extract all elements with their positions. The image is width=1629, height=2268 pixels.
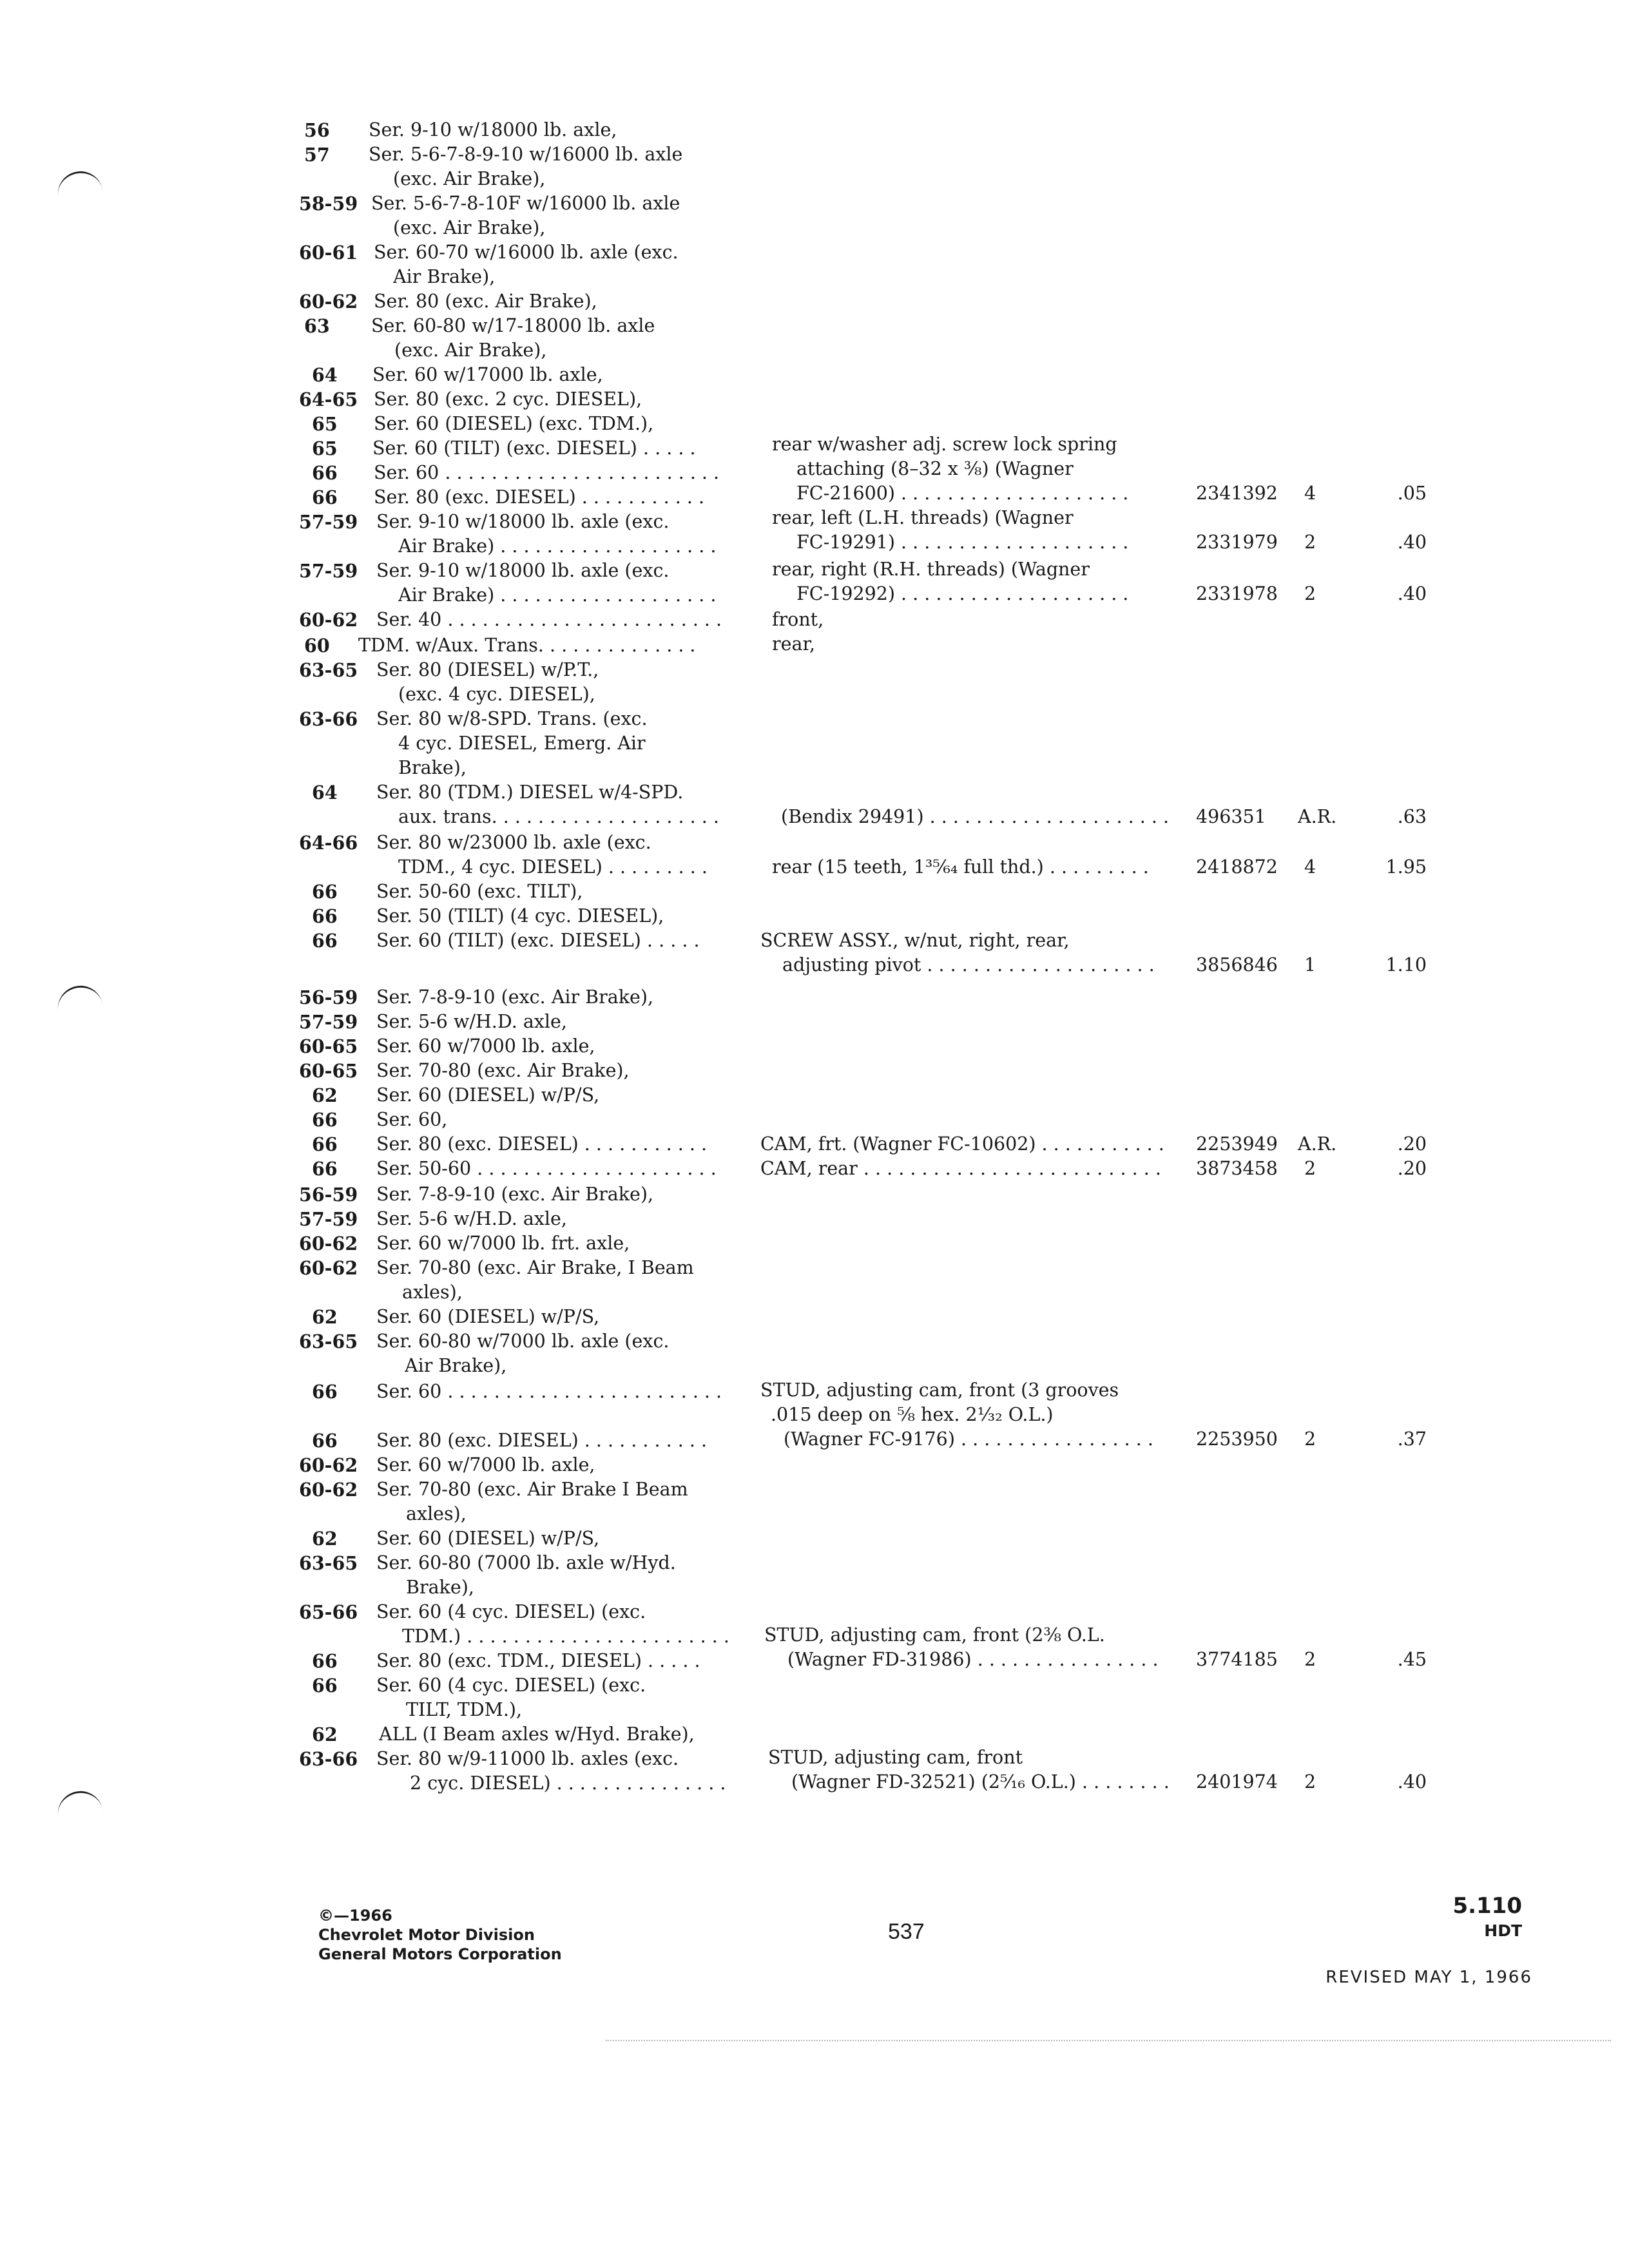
quantity: 2 — [1304, 532, 1316, 553]
model-year: 66 — [312, 1158, 338, 1180]
model-year: 63-66 — [299, 708, 358, 730]
applicability-text: TDM. w/Aux. Trans. . . . . . . . . . . . . . — [358, 635, 696, 656]
model-year: 66 — [312, 1109, 338, 1131]
part-number: 2418872 — [1196, 856, 1278, 878]
model-year: 62 — [312, 1528, 338, 1550]
applicability-text: (exc. Air Brake), — [394, 340, 547, 361]
model-year: 56 — [304, 119, 330, 141]
applicability-text: Ser. 80 (exc. DIESEL) . . . . . . . . . . . — [376, 1430, 708, 1451]
binder-hole-mark-bottom — [55, 1788, 103, 1821]
part-description: rear, left (L.H. threads) (Wagner — [772, 507, 1074, 528]
applicability-text: Ser. 50 (TILT) (4 cyc. DIESEL), — [376, 905, 664, 927]
quantity: 2 — [1304, 583, 1316, 604]
division-line: Chevrolet Motor Division — [318, 1926, 535, 1944]
model-year: 66 — [312, 462, 338, 484]
quantity: A.R. — [1298, 806, 1337, 827]
part-description: STUD, adjusting cam, front (3 grooves — [760, 1379, 1119, 1401]
part-description: STUD, adjusting cam, front (2⅜ O.L. — [764, 1624, 1105, 1646]
applicability-text: Brake), — [406, 1577, 474, 1598]
model-year: 66 — [312, 1675, 338, 1696]
list-price: .40 — [1397, 532, 1427, 553]
list-price: .63 — [1397, 806, 1427, 827]
applicability-text: (exc. Air Brake), — [393, 168, 546, 189]
model-year: 66 — [312, 1133, 338, 1155]
applicability-text: Ser. 5-6 w/H.D. axle, — [376, 1208, 567, 1229]
applicability-text: Ser. 60 . . . . . . . . . . . . . . . . . . . . . . . . — [376, 1381, 722, 1402]
model-year: 63-65 — [299, 1331, 358, 1352]
applicability-text: Ser. 50-60 (exc. TILT), — [376, 881, 583, 902]
applicability-text: Ser. 70-80 (exc. Air Brake I Beam — [376, 1479, 688, 1500]
quantity: 2 — [1304, 1428, 1316, 1450]
model-year: 66 — [312, 881, 338, 903]
model-year: 66 — [312, 486, 338, 508]
applicability-text: (exc. 4 cyc. DIESEL), — [398, 684, 595, 705]
list-price: .05 — [1397, 483, 1427, 504]
applicability-text: 4 cyc. DIESEL, Emerg. Air — [398, 733, 646, 754]
model-year: 65 — [312, 413, 338, 435]
binder-hole-mark-middle — [55, 983, 103, 1016]
applicability-text: Ser. 70-80 (exc. Air Brake), — [376, 1060, 630, 1081]
applicability-text: Ser. 80 w/23000 lb. axle (exc. — [376, 832, 651, 853]
model-year: 63-65 — [299, 1552, 358, 1574]
part-description: CAM, frt. (Wagner FC-10602) . . . . . . . . . . . — [760, 1133, 1164, 1155]
applicability-text: Ser. 80 (exc. TDM., DIESEL) . . . . . — [376, 1650, 700, 1671]
model-year: 60-62 — [299, 1479, 358, 1501]
revised-date: REVISED MAY 1, 1966 — [1325, 1968, 1532, 1987]
applicability-text: Ser. 80 (exc. 2 cyc. DIESEL), — [374, 389, 642, 410]
part-description: rear w/washer adj. screw lock spring — [772, 434, 1117, 455]
applicability-text: Ser. 5-6-7-8-10F w/16000 lb. axle — [371, 193, 680, 214]
list-price: .40 — [1397, 1771, 1427, 1792]
part-description: (Wagner FD-31986) . . . . . . . . . . . . . . . . — [787, 1649, 1159, 1670]
part-number: 496351 — [1196, 806, 1266, 827]
applicability-text: Ser. 5-6-7-8-9-10 w/16000 lb. axle — [369, 144, 683, 165]
applicability-text: Air Brake), — [393, 266, 496, 287]
list-price: .40 — [1397, 583, 1427, 604]
applicability-text: Ser. 9-10 w/18000 lb. axle, — [369, 119, 617, 140]
part-number: 2401974 — [1196, 1771, 1278, 1792]
applicability-text: Ser. 60 (DIESEL) (exc. TDM.), — [374, 413, 654, 434]
applicability-text: Ser. 60 (DIESEL) w/P/S, — [376, 1084, 600, 1106]
list-price: 1.10 — [1385, 954, 1427, 975]
applicability-text: Ser. 80 (exc. Air Brake), — [374, 291, 597, 312]
model-year: 66 — [312, 1381, 338, 1403]
applicability-text: TDM., 4 cyc. DIESEL) . . . . . . . . . — [398, 856, 708, 878]
part-description: CAM, rear . . . . . . . . . . . . . . . . . . . . . . . . . . — [760, 1158, 1161, 1179]
part-number: 2253950 — [1196, 1428, 1278, 1450]
applicability-text: Ser. 80 (TDM.) DIESEL w/4-SPD. — [376, 782, 684, 803]
applicability-text: Ser. 9-10 w/18000 lb. axle (exc. — [376, 511, 670, 532]
applicability-text: Ser. 9-10 w/18000 lb. axle (exc. — [376, 560, 670, 581]
model-year: 60-62 — [299, 1257, 358, 1279]
quantity: 2 — [1304, 1158, 1316, 1179]
applicability-text: Ser. 60 (4 cyc. DIESEL) (exc. — [376, 1675, 646, 1696]
part-description: adjusting pivot . . . . . . . . . . . . . . . . . . . . — [782, 954, 1155, 975]
model-year: 56-59 — [299, 1184, 358, 1206]
model-year: 65-66 — [299, 1601, 358, 1623]
applicability-text: Ser. 60 (DIESEL) w/P/S, — [376, 1306, 600, 1327]
applicability-text: Air Brake) . . . . . . . . . . . . . . . . . . . — [398, 535, 717, 557]
model-year: 57-59 — [299, 1011, 358, 1033]
applicability-text: Ser. 60-80 w/17-18000 lb. axle — [371, 315, 655, 336]
part-number: 3873458 — [1196, 1158, 1278, 1179]
footer-publisher — [318, 1906, 562, 1964]
part-description: rear, — [772, 633, 816, 655]
model-year: 64-66 — [299, 832, 358, 854]
applicability-text: Ser. 80 w/8-SPD. Trans. (exc. — [376, 708, 648, 729]
model-year: 60-62 — [299, 291, 358, 312]
model-year: 58-59 — [299, 193, 358, 215]
list-price: .20 — [1397, 1158, 1427, 1179]
quantity: 4 — [1304, 483, 1316, 504]
model-year: 60-65 — [299, 1060, 358, 1082]
model-year: 66 — [312, 905, 338, 927]
applicability-text: Ser. 50-60 . . . . . . . . . . . . . . . . . . . . . — [376, 1158, 717, 1179]
model-year: 66 — [312, 930, 338, 952]
part-description: FC-19291) . . . . . . . . . . . . . . . . . . . . — [796, 532, 1129, 553]
applicability-text: Ser. 60 (4 cyc. DIESEL) (exc. — [376, 1601, 646, 1622]
applicability-text: Ser. 60 (TILT) (exc. DIESEL) . . . . . — [376, 930, 700, 951]
model-year: 63-66 — [299, 1748, 358, 1770]
applicability-text: Ser. 60 w/7000 lb. axle, — [376, 1454, 595, 1475]
applicability-text: Ser. 80 (exc. DIESEL) . . . . . . . . . . . — [376, 1133, 708, 1155]
part-description: front, — [772, 609, 824, 630]
part-number: 3856846 — [1196, 954, 1278, 975]
binder-hole-mark-top — [55, 168, 103, 202]
scan-artifact-line — [606, 2040, 1611, 2041]
quantity: 2 — [1304, 1649, 1316, 1670]
applicability-text: Ser. 60 w/7000 lb. axle, — [376, 1035, 595, 1057]
page-number: 537 — [888, 1919, 925, 1944]
quantity: 4 — [1304, 856, 1316, 878]
applicability-text: Ser. 40 . . . . . . . . . . . . . . . . . . . . . . . . — [376, 609, 722, 630]
model-year: 64 — [312, 782, 338, 803]
model-year: 60 — [304, 635, 330, 657]
applicability-text: Ser. 60 w/17000 lb. axle, — [372, 364, 603, 385]
part-description: FC-21600) . . . . . . . . . . . . . . . . . . . . — [796, 483, 1129, 504]
applicability-text: (exc. Air Brake), — [393, 217, 546, 238]
model-year: 65 — [312, 437, 338, 459]
part-number: 3774185 — [1196, 1649, 1278, 1670]
quantity: A.R. — [1298, 1133, 1337, 1155]
part-number: 2253949 — [1196, 1133, 1278, 1155]
applicability-text: Ser. 60-80 w/7000 lb. axle (exc. — [376, 1331, 670, 1352]
quantity: 1 — [1304, 954, 1316, 975]
model-year: 57-59 — [299, 511, 358, 533]
applicability-text: axles), — [402, 1282, 463, 1303]
applicability-text: Ser. 60 (TILT) (exc. DIESEL) . . . . . — [372, 437, 696, 459]
model-year: 63 — [304, 315, 330, 337]
part-description: attaching (8–32 x ⅜) (Wagner — [796, 458, 1074, 479]
model-year: 60-62 — [299, 1454, 358, 1476]
model-year: 57-59 — [299, 1208, 358, 1230]
model-year: 60-62 — [299, 1233, 358, 1254]
quantity: 2 — [1304, 1771, 1316, 1792]
section-code: HDT — [1484, 1921, 1522, 1940]
model-year: 64-65 — [299, 389, 358, 410]
applicability-text: axles), — [406, 1503, 467, 1524]
applicability-text: Ser. 80 (DIESEL) w/P.T., — [376, 659, 599, 680]
applicability-text: TDM.) . . . . . . . . . . . . . . . . . . . . . . . — [402, 1626, 729, 1647]
model-year: 62 — [312, 1724, 338, 1745]
part-description: .015 deep on ⅝ hex. 2¹⁄₃₂ O.L.) — [771, 1404, 1054, 1425]
part-description: FC-19292) . . . . . . . . . . . . . . . . . . . . — [796, 583, 1129, 604]
applicability-text: Ser. 70-80 (exc. Air Brake, I Beam — [376, 1257, 694, 1278]
applicability-text: aux. trans. . . . . . . . . . . . . . . . . . . . — [398, 806, 719, 827]
list-price: .20 — [1397, 1133, 1427, 1155]
section-number: 5.110 — [1452, 1893, 1522, 1919]
applicability-text: TILT, TDM.), — [406, 1699, 523, 1720]
applicability-text: Ser. 60 . . . . . . . . . . . . . . . . . . . . . . . . — [374, 462, 720, 483]
part-number: 2341392 — [1196, 483, 1278, 504]
part-description: (Bendix 29491) . . . . . . . . . . . . . . . . . . . . . — [781, 806, 1170, 827]
part-description: SCREW ASSY., w/nut, right, rear, — [760, 930, 1070, 951]
applicability-text: Ser. 7-8-9-10 (exc. Air Brake), — [376, 1184, 654, 1205]
model-year: 60-65 — [299, 1035, 358, 1057]
list-price: 1.95 — [1385, 856, 1427, 878]
applicability-text: ALL (I Beam axles w/Hyd. Brake), — [379, 1724, 695, 1745]
applicability-text: Ser. 60-70 w/16000 lb. axle (exc. — [374, 242, 679, 263]
applicability-text: Ser. 60 (DIESEL) w/P/S, — [376, 1528, 600, 1549]
applicability-text: Ser. 60-80 (7000 lb. axle w/Hyd. — [376, 1552, 676, 1573]
list-price: .45 — [1397, 1649, 1427, 1670]
part-number: 2331978 — [1196, 583, 1278, 604]
applicability-text: Air Brake), — [405, 1355, 507, 1376]
applicability-text: Ser. 7-8-9-10 (exc. Air Brake), — [376, 986, 654, 1008]
applicability-text: Air Brake) . . . . . . . . . . . . . . . . . . . — [398, 584, 717, 606]
applicability-text: Ser. 60 w/7000 lb. frt. axle, — [376, 1233, 630, 1254]
applicability-text: Ser. 5-6 w/H.D. axle, — [376, 1011, 567, 1032]
part-description: rear, right (R.H. threads) (Wagner — [772, 559, 1090, 580]
part-description: STUD, adjusting cam, front — [768, 1747, 1023, 1768]
part-description: rear (15 teeth, 1³⁵⁄₆₄ full thd.) . . . . . . . . . — [772, 856, 1149, 878]
model-year: 60-61 — [299, 242, 358, 264]
model-year: 60-62 — [299, 609, 358, 631]
model-year: 57-59 — [299, 560, 358, 582]
applicability-text: Ser. 80 w/9-11000 lb. axles (exc. — [376, 1748, 679, 1769]
copyright-line: ©—1966 — [318, 1907, 392, 1925]
model-year: 64 — [312, 364, 338, 386]
model-year: 66 — [312, 1430, 338, 1452]
model-year: 57 — [304, 144, 330, 166]
part-number: 2331979 — [1196, 532, 1278, 553]
model-year: 62 — [312, 1084, 338, 1106]
part-description: (Wagner FC-9176) . . . . . . . . . . . . . . . . . — [784, 1428, 1153, 1450]
part-description: (Wagner FD-32521) (2⁵⁄₁₆ O.L.) . . . . . . . . — [791, 1771, 1170, 1792]
model-year: 56-59 — [299, 986, 358, 1008]
applicability-text: Brake), — [398, 757, 467, 778]
corporation-line: General Motors Corporation — [318, 1945, 562, 1963]
model-year: 62 — [312, 1306, 338, 1328]
applicability-text: Ser. 80 (exc. DIESEL) . . . . . . . . . . . — [374, 486, 705, 508]
model-year: 63-65 — [299, 659, 358, 681]
model-year: 66 — [312, 1650, 338, 1672]
applicability-text: 2 cyc. DIESEL) . . . . . . . . . . . . . . . — [410, 1773, 726, 1794]
list-price: .37 — [1397, 1428, 1427, 1450]
applicability-text: Ser. 60, — [376, 1109, 448, 1130]
